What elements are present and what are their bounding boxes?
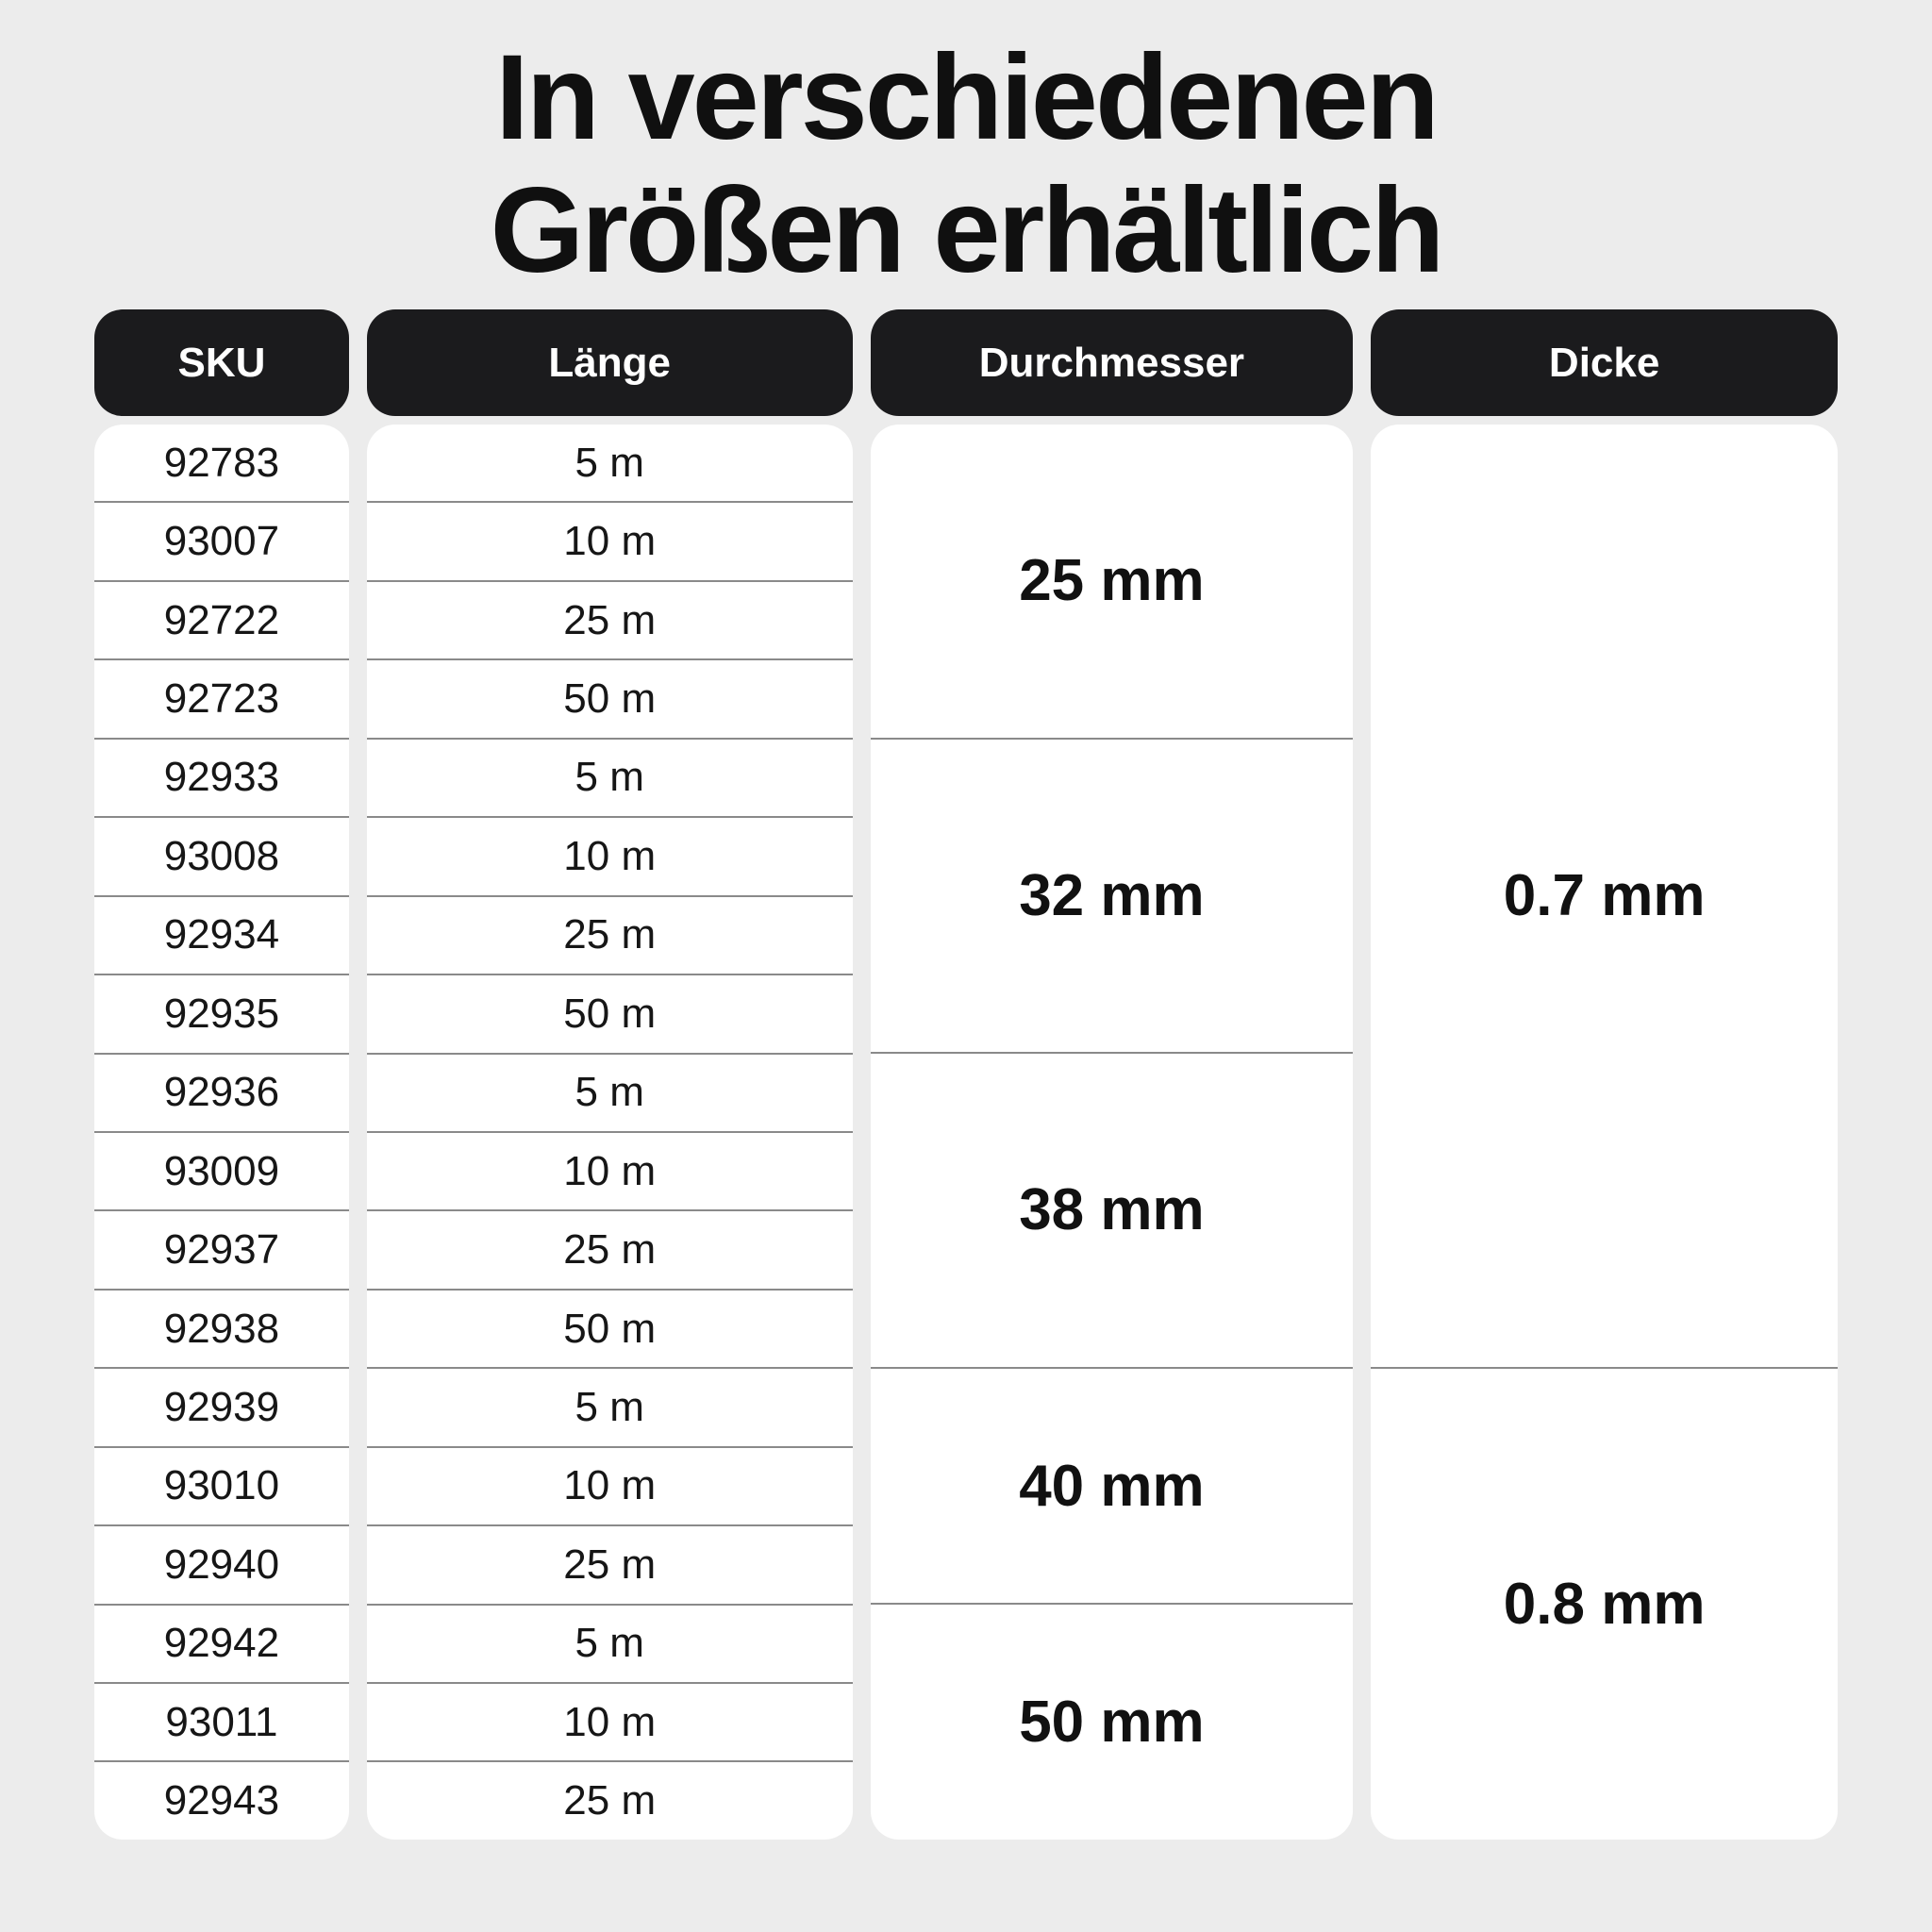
- header-pill-durchmesser: Durchmesser: [871, 309, 1354, 416]
- laenge-cell: 10 m: [367, 1131, 853, 1209]
- sku-cell: 92934: [94, 895, 349, 974]
- dicke-panel: [1371, 425, 1838, 1840]
- thickness-group-cell: 0.8 mm: [1371, 1367, 1838, 1840]
- laenge-cell: 25 m: [367, 1760, 853, 1839]
- sku-cell: 92937: [94, 1209, 349, 1288]
- diameter-group-cell: 32 mm: [871, 738, 1354, 1053]
- sku-cell: 92935: [94, 974, 349, 1052]
- sku-cell: 92933: [94, 738, 349, 816]
- header-pill-sku: SKU: [94, 309, 349, 416]
- laenge-cell: 5 m: [575, 439, 644, 486]
- durchmesser-panel: [871, 425, 1354, 1840]
- column-dicke: [1371, 309, 1838, 1840]
- sku-cell: 92940: [94, 1524, 349, 1603]
- sku-cell: 92722: [94, 580, 349, 658]
- sku-cell: 92783: [163, 439, 280, 486]
- laenge-cell: 10 m: [367, 1682, 853, 1760]
- column-sku: [94, 309, 349, 1840]
- sku-cell: 92939: [94, 1367, 349, 1445]
- laenge-cell: 25 m: [367, 580, 853, 658]
- sku-cell: 93011: [94, 1682, 349, 1760]
- page-title: [0, 32, 1932, 298]
- column-laenge: [367, 309, 853, 1840]
- page-title-line1: In verschiedenen: [495, 30, 1437, 165]
- diameter-group-cell: 38 mm: [871, 1052, 1354, 1367]
- sku-cell: 92942: [94, 1604, 349, 1682]
- sku-cell: 93007: [94, 501, 349, 579]
- laenge-cell: 50 m: [367, 658, 853, 737]
- sku-cell: 92938: [94, 1289, 349, 1367]
- laenge-cell: 5 m: [367, 738, 853, 816]
- laenge-cell: 25 m: [367, 895, 853, 974]
- laenge-cell: 5 m: [367, 1053, 853, 1131]
- laenge-cell: 25 m: [367, 1524, 853, 1603]
- size-table: [94, 309, 1838, 1840]
- page-title-line2: Größen erhältlich: [490, 162, 1442, 298]
- sku-cell: 92723: [94, 658, 349, 737]
- laenge-cell: 10 m: [367, 501, 853, 579]
- header-pill-dicke: Dicke: [1371, 309, 1838, 416]
- sku-cell: 93008: [94, 816, 349, 894]
- diameter-group-cell: 50 mm: [871, 1603, 1354, 1840]
- column-durchmesser: [871, 309, 1354, 1840]
- laenge-cell: 25 m: [367, 1209, 853, 1288]
- diameter-group-cell: 25 mm: [1019, 548, 1205, 614]
- sku-cell: 92936: [94, 1053, 349, 1131]
- laenge-cell: 5 m: [367, 1367, 853, 1445]
- laenge-panel: [367, 425, 853, 1840]
- sku-cell: 92943: [94, 1760, 349, 1839]
- thickness-group-cell: 0.7 mm: [1503, 862, 1706, 928]
- laenge-cell: 50 m: [367, 974, 853, 1052]
- laenge-cell: 50 m: [367, 1289, 853, 1367]
- diameter-group-cell: 40 mm: [871, 1367, 1354, 1604]
- sku-cell: 93009: [94, 1131, 349, 1209]
- sku-cell: 93010: [94, 1446, 349, 1524]
- header-pill-laenge: Länge: [367, 309, 853, 416]
- laenge-cell: 10 m: [367, 816, 853, 894]
- sku-panel: [94, 425, 349, 1840]
- laenge-cell: 5 m: [367, 1604, 853, 1682]
- laenge-cell: 10 m: [367, 1446, 853, 1524]
